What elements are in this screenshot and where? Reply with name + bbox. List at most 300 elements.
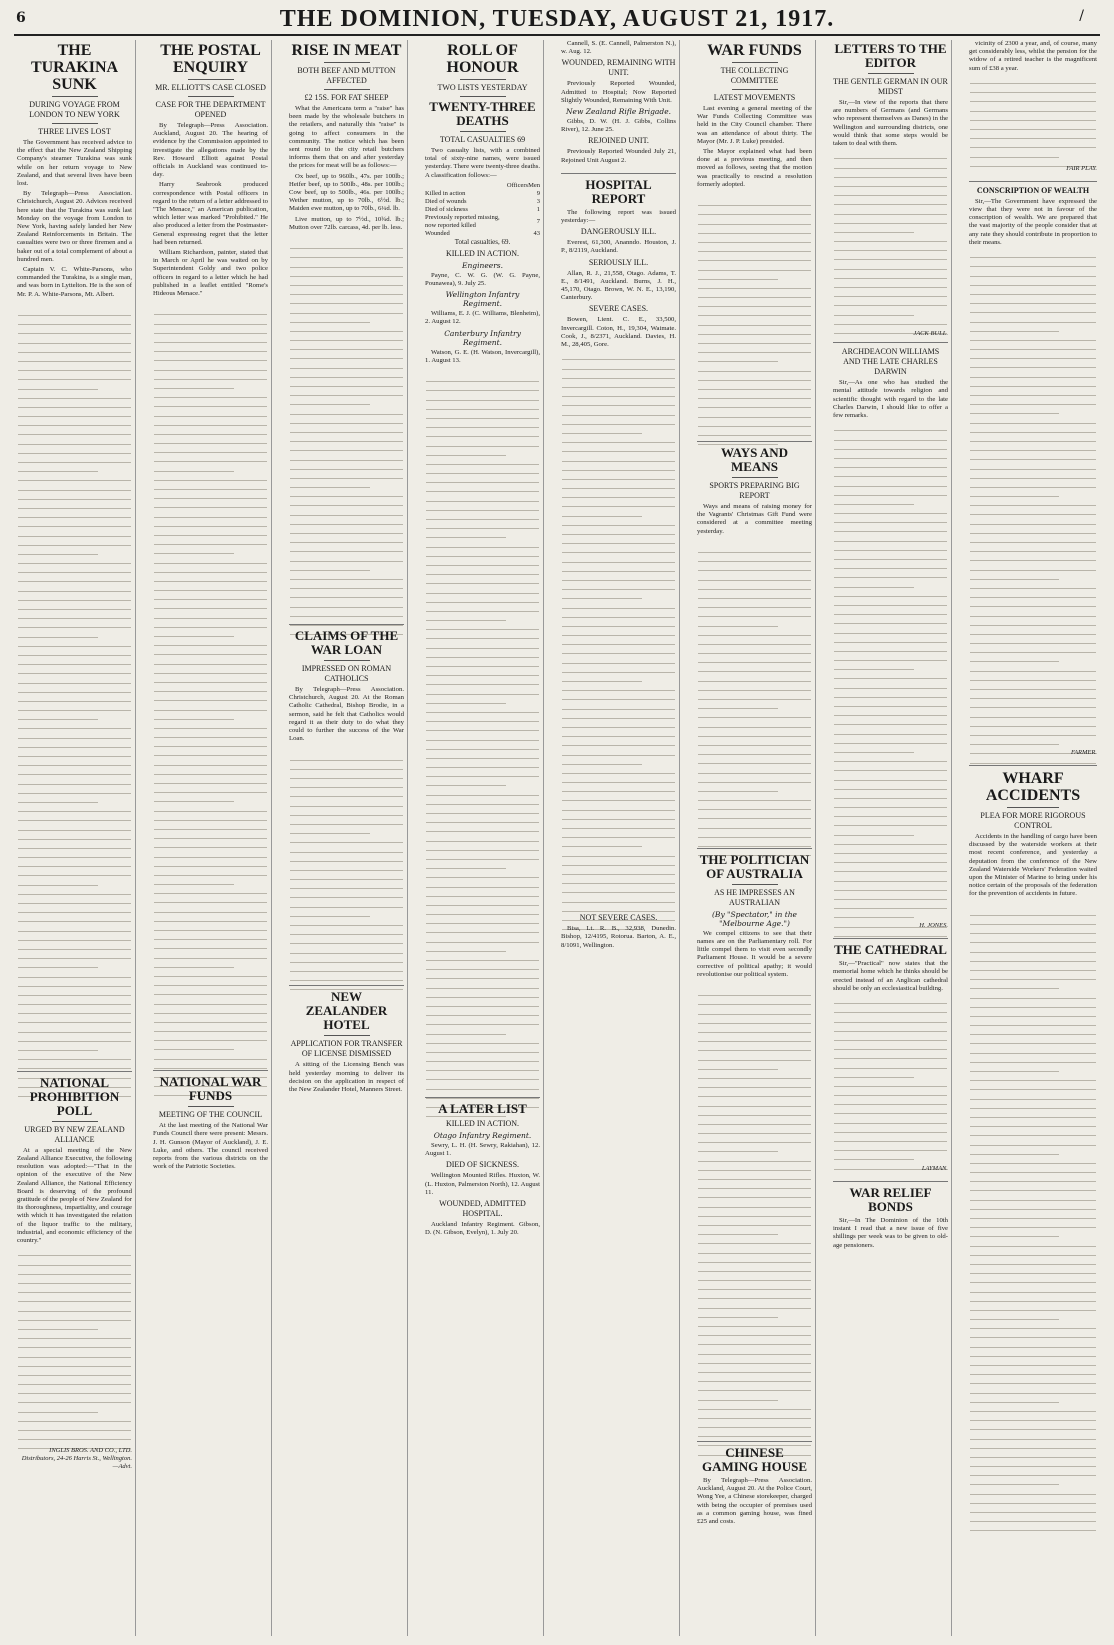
text-line (834, 588, 947, 597)
text-line (18, 1367, 131, 1376)
advertisement-signature: INGLIS BROS. AND CO., LTD. Distributors, 24-26 Harris St., Wellington.—Advt. (21, 1447, 132, 1471)
text-line (834, 634, 947, 643)
text-line (970, 1375, 1096, 1384)
text-line (970, 1182, 1096, 1191)
text-line (698, 353, 778, 362)
text-line (154, 334, 267, 343)
text-line (154, 848, 267, 857)
text-line (426, 520, 539, 529)
text-line (562, 829, 675, 838)
text-line (154, 343, 267, 352)
text-line (970, 934, 1096, 943)
text-line (290, 608, 403, 617)
article-chinese-gaming-house (697, 1446, 812, 1526)
text-line (970, 662, 1096, 671)
text-line (426, 952, 539, 961)
article-headline: WAR RELIEF BONDS (849, 1185, 932, 1215)
text-line (698, 362, 811, 371)
text-line (834, 753, 947, 762)
text-line (834, 468, 947, 477)
text-line (18, 1348, 131, 1357)
text-line (426, 1071, 539, 1080)
text-line (426, 731, 539, 740)
column-4 (422, 40, 544, 1636)
text-line (970, 534, 1096, 543)
text-line (18, 1385, 131, 1394)
text-line (970, 607, 1096, 616)
text-line (290, 314, 370, 323)
text-line (154, 1032, 267, 1041)
text-line (426, 1007, 539, 1016)
text-line (18, 886, 131, 895)
table-cell: Killed in action (425, 189, 466, 197)
text-line (426, 741, 539, 750)
text-line (834, 288, 947, 297)
text-line (970, 1136, 1096, 1145)
text-line (698, 627, 811, 636)
text-line (290, 917, 403, 926)
text-line (562, 360, 675, 369)
text-line (426, 649, 539, 658)
text-line (970, 552, 1096, 561)
text-line (834, 279, 947, 288)
text-line (970, 989, 1096, 998)
paragraph: Live mutton, up to 7½d., 10¾d. lb.; Mutton over 72lb. carcass, 4d. per lb. less. (289, 215, 404, 231)
paragraph: We compel citizens to see that their names are on the Parliamentary roll. For little compel them to visit even secondly Parliament House. It would be a severe corrective of political apathy; it would revolutionise our political system. (697, 929, 812, 978)
text-line (290, 387, 403, 396)
text-line (698, 1327, 811, 1336)
text-line (970, 672, 1096, 681)
text-line (698, 1116, 811, 1125)
text-line (834, 532, 947, 541)
text-line (426, 1062, 539, 1071)
article-turakina (17, 42, 132, 299)
article-body (697, 503, 812, 536)
text-line (290, 944, 403, 953)
text-line (426, 447, 506, 456)
text-line (426, 483, 539, 492)
letter-signature: FARMER. (1070, 749, 1097, 757)
columns (14, 40, 1100, 1636)
text-line (562, 498, 675, 507)
text-line (154, 361, 267, 370)
text-line (290, 268, 403, 277)
text-line (426, 823, 539, 832)
article-subhead: MR. ELLIOTT'S CASE CLOSED (155, 83, 266, 92)
text-line (426, 1035, 539, 1044)
article-headline: THE TURAKINA SUNK (30, 42, 119, 93)
table-cell (507, 230, 528, 238)
text-line (426, 511, 539, 520)
table-row (425, 230, 540, 238)
text-line (834, 900, 947, 909)
text-line (970, 1237, 1096, 1246)
text-line (426, 548, 539, 557)
text-line (698, 1033, 811, 1042)
text-line (18, 803, 131, 812)
text-line (290, 359, 403, 368)
text-line (698, 1355, 811, 1364)
text-line (970, 1476, 1059, 1485)
divider (17, 1071, 132, 1072)
text-line (154, 766, 267, 775)
column-text-lines (697, 197, 812, 437)
text-line (834, 1105, 947, 1114)
text-line (154, 802, 267, 811)
text-line (562, 443, 675, 452)
text-line (698, 1364, 811, 1373)
text-line (562, 553, 675, 562)
text-line (562, 480, 675, 489)
text-line (290, 277, 403, 286)
table-cell: 43 (533, 229, 540, 237)
text-line (154, 821, 267, 830)
text-line (154, 536, 267, 545)
text-line (290, 479, 370, 488)
text-line (698, 1382, 811, 1391)
text-line (154, 628, 234, 637)
text-line (562, 737, 675, 746)
text-line (562, 765, 675, 774)
article-war-funds (697, 42, 812, 189)
column-text-lines (17, 1247, 132, 1447)
paragraph: At a special meeting of the New Zealand Alliance Executive, the following resolution was adopted:—"That in the opinion of the executive of the New Zealand Alliance, the National Efficiency Board is deserving of the profound gratitude of the people of New Zealand for its thoroughness, impartiality, and courage with which it has investigated the relation of the liquor traffic to the military, industrial, and economic efficiency of the country." (17, 1146, 132, 1245)
column-text-lines (969, 75, 1097, 165)
text-line (698, 1079, 811, 1088)
text-line (834, 1142, 947, 1151)
text-line (18, 573, 131, 582)
text-line (834, 196, 947, 205)
text-line (698, 838, 811, 847)
text-line (970, 130, 1096, 139)
text-line (562, 489, 675, 498)
article-roll-of-honour (425, 42, 540, 365)
text-line (18, 831, 131, 840)
column-text-lines (425, 373, 540, 1093)
text-line (426, 538, 539, 547)
text-line (970, 1191, 1096, 1200)
article-later-list (425, 1102, 540, 1237)
text-line (698, 1088, 811, 1097)
text-line (154, 600, 267, 609)
text-line (834, 790, 947, 799)
text-line (154, 481, 267, 490)
text-line (834, 1069, 914, 1078)
text-line (18, 628, 98, 637)
text-line (834, 542, 947, 551)
unit-heading: Engineers. (461, 260, 504, 270)
text-line (562, 599, 675, 608)
text-line (834, 854, 947, 863)
divider (153, 1070, 268, 1071)
text-line (18, 665, 131, 674)
text-line (834, 624, 947, 633)
text-line (290, 534, 403, 543)
text-line (18, 408, 131, 417)
text-line (18, 435, 131, 444)
article-headline: WAYS AND MEANS (720, 445, 789, 475)
text-line (290, 589, 403, 598)
text-line (834, 450, 947, 459)
divider (324, 1035, 370, 1036)
text-line (698, 636, 811, 645)
article-subhead: APPLICATION FOR TRANSFER OF LICENSE DISMISSED (290, 1039, 403, 1059)
text-line (18, 638, 131, 647)
column-text-lines (697, 544, 812, 844)
article-body (833, 99, 948, 148)
text-line (18, 1330, 131, 1339)
divider (969, 181, 1097, 182)
text-line (18, 1431, 131, 1440)
text-line (562, 820, 675, 829)
text-line (18, 601, 131, 610)
text-line (562, 507, 642, 516)
article-letters-to-editor (833, 42, 948, 930)
text-line (970, 277, 1096, 286)
table-cell: Previously reported missing, now reported killed (425, 213, 500, 229)
text-line (698, 617, 778, 626)
text-line (970, 433, 1096, 442)
column-text-lines (561, 351, 676, 911)
article-headline: NEW ZEALANDER HOTEL (305, 989, 388, 1033)
text-line (698, 418, 811, 427)
text-line (834, 260, 947, 269)
section-heading: WOUNDED, REMAINING WITH UNIT. (561, 58, 676, 78)
text-line (562, 526, 675, 535)
divider (460, 131, 506, 132)
text-line (834, 735, 947, 744)
text-line (18, 555, 131, 564)
text-line (426, 842, 539, 851)
paragraph: Wellington Mounted Rifles. Huxton, W. (L. Huxton, Palmerston North), 12. August 11. (425, 1172, 540, 1196)
text-line (562, 673, 642, 682)
text-line (18, 775, 131, 784)
text-line (698, 298, 811, 307)
text-line (426, 529, 506, 538)
text-line (970, 295, 1096, 304)
text-line (426, 594, 539, 603)
text-line (154, 527, 267, 536)
text-line (834, 505, 947, 514)
text-line (290, 807, 403, 816)
paragraph: Cannell, S. (E. Cannell, Palmerston N.), w. Aug. 12. (561, 40, 676, 56)
text-line (834, 1032, 947, 1041)
text-line (834, 431, 947, 440)
divider (868, 73, 914, 74)
text-line (18, 1266, 131, 1275)
article-headline: THE CATHEDRAL (834, 942, 947, 958)
text-line (426, 1025, 506, 1034)
text-line (18, 794, 98, 803)
article-body (153, 122, 268, 298)
text-line (970, 258, 1096, 267)
text-line (154, 729, 267, 738)
text-line (970, 460, 1096, 469)
text-line (18, 1014, 131, 1023)
text-line (154, 398, 267, 407)
text-line (18, 417, 131, 426)
text-line (970, 1522, 1096, 1531)
text-line (426, 630, 539, 639)
unit-heading: Canterbury Infantry Regiment. (444, 328, 521, 347)
text-line (18, 748, 131, 757)
text-line (154, 315, 267, 324)
text-line (18, 1033, 131, 1042)
text-line (698, 996, 811, 1005)
text-line (698, 1134, 811, 1143)
text-line (970, 1467, 1096, 1476)
text-line (834, 670, 947, 679)
article-headline: A LATER LIST (438, 1101, 527, 1117)
article-body (153, 1122, 268, 1171)
text-line (426, 860, 506, 869)
text-line (18, 307, 131, 316)
text-line (154, 545, 234, 554)
divider (697, 1441, 812, 1442)
text-line (834, 169, 947, 178)
text-line (290, 751, 403, 760)
text-line (290, 332, 403, 341)
text-line (18, 334, 131, 343)
text-line (562, 654, 675, 663)
table-header-row (425, 182, 540, 190)
text-line (426, 906, 539, 915)
text-line (154, 462, 234, 471)
text-line (426, 805, 539, 814)
text-line (154, 885, 267, 894)
text-line (970, 1403, 1096, 1412)
article-byline: (By "Spectator," in the "Melbourne Age.") (712, 909, 797, 928)
text-line (698, 372, 811, 381)
text-line (970, 943, 1096, 952)
text-line (154, 738, 267, 747)
text-line (834, 1151, 914, 1160)
text-line (970, 286, 1096, 295)
text-line (18, 693, 131, 702)
text-line (426, 502, 539, 511)
table-cell (507, 190, 528, 198)
text-line (698, 197, 811, 206)
text-line (290, 249, 403, 258)
text-line (290, 497, 403, 506)
text-line (970, 396, 1096, 405)
text-line (18, 858, 131, 867)
article-body (697, 1477, 812, 1526)
text-line (970, 1127, 1096, 1136)
text-line (426, 704, 539, 713)
text-line (18, 509, 131, 518)
text-line (834, 845, 947, 854)
paragraph: Williams, E. J. (C. Williams, Blenheim), 2. August 12. (425, 310, 540, 326)
paragraph: Last evening a general meeting of the War Funds Collecting Committee was held in the City Council chamber. There was an attendance of about thirty. The Mayor (Mr. J. P. Luke) presided. (697, 105, 812, 145)
text-line (426, 777, 506, 786)
text-line (970, 323, 1059, 332)
text-line (834, 661, 914, 670)
section-heading: NOT SEVERE CASES. (579, 913, 658, 923)
column-7 (830, 40, 952, 1636)
text-line (970, 617, 1096, 626)
text-line (698, 700, 778, 709)
text-line (426, 492, 539, 501)
text-line (290, 779, 403, 788)
text-line (698, 1309, 778, 1318)
text-line (834, 205, 947, 214)
text-line (154, 665, 267, 674)
text-line (698, 1162, 811, 1171)
text-line (698, 225, 811, 234)
text-line (970, 1008, 1096, 1017)
text-line (154, 499, 267, 508)
divider (289, 985, 404, 986)
text-line (562, 397, 675, 406)
text-line (154, 380, 234, 389)
text-line (698, 691, 811, 700)
divider (289, 624, 404, 625)
text-line (426, 603, 539, 612)
text-line (970, 1035, 1096, 1044)
text-line (834, 242, 947, 251)
text-line (834, 459, 947, 468)
text-line (18, 1060, 131, 1069)
text-line (834, 1114, 947, 1123)
text-line (562, 756, 642, 765)
text-line (18, 647, 131, 656)
text-line (562, 618, 675, 627)
text-line (834, 995, 947, 1004)
paragraph: Ox beef, up to 960lb., 47s. per 100lb.; Heifer beef, up to 500lb., 48s. per 100lb.; Cow beef, up to 500lb., 46s. per 100lb.; Wether mutton, up to 70lb., 6½d. lb.; Maiden ewe mutton, up to 70lb., 6¼d. lb. (289, 172, 404, 213)
column-text-lines (833, 422, 948, 922)
paragraph: A sitting of the Licensing Bench was held yesterday morning to deliver its decision on the application in respect of the New Zealander Hotel, Manners Street. (289, 1061, 404, 1094)
text-line (698, 326, 811, 335)
text-line (834, 233, 947, 242)
table-cell (507, 206, 528, 214)
page-number: 6 (16, 10, 26, 26)
text-line (154, 922, 267, 931)
text-line (290, 525, 403, 534)
paragraph: Previously Reported Wounded July 21, Rejoined Unit August 2. (561, 148, 676, 164)
text-line (290, 378, 403, 387)
text-line (18, 380, 98, 389)
text-line (562, 388, 675, 397)
article-headline: THE POSTAL ENQUIRY (160, 42, 261, 76)
text-line (970, 1421, 1096, 1430)
divider (52, 1121, 98, 1122)
text-line (18, 996, 131, 1005)
article-body (697, 930, 812, 979)
text-line (834, 615, 947, 624)
text-line (154, 756, 267, 765)
text-line (698, 810, 811, 819)
article-body (425, 310, 540, 326)
article-body (561, 316, 676, 349)
text-line (834, 781, 947, 790)
text-line (834, 1059, 947, 1068)
text-line (290, 926, 403, 935)
text-line (18, 582, 131, 591)
text-line (154, 1023, 267, 1032)
text-line (290, 571, 403, 580)
text-line (562, 471, 675, 480)
column-text-lines (289, 240, 404, 620)
text-line (154, 692, 267, 701)
column-3 (286, 40, 408, 1636)
text-line (562, 847, 675, 856)
text-line (834, 882, 947, 891)
text-line (970, 1256, 1096, 1265)
text-line (290, 963, 403, 972)
text-line (698, 427, 811, 436)
text-line (970, 1118, 1096, 1127)
